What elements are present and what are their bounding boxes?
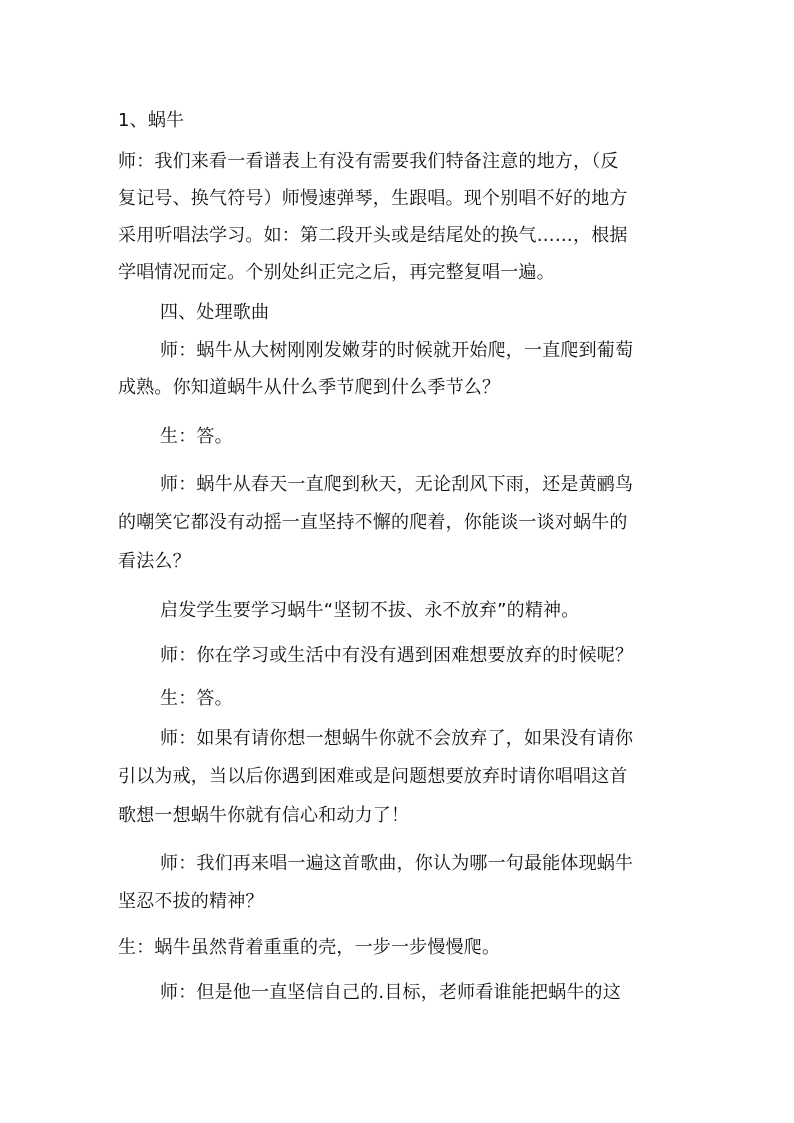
paragraph-line: 师：蜗牛从春天一直爬到秋天，无论刮风下雨，还是黄鹂鸟 — [160, 474, 634, 495]
paragraph-line: 启发学生要学习蜗牛“坚韧不拔、永不放弃”的精神。 — [160, 600, 580, 621]
paragraph-line: 坚忍不拔的精神？ — [118, 891, 264, 912]
paragraph-line: 歌想一想蜗牛你就有信心和动力了！ — [118, 805, 410, 826]
paragraph-line: 生：蜗牛虽然背着重重的壳，一步一步慢慢爬。 — [118, 937, 501, 958]
paragraph-line: 师：我们再来唱一遍这首歌曲，你认为哪一句最能体现蜗牛 — [160, 853, 634, 874]
paragraph-line: 师：但是他一直坚信自己的.目标，老师看谁能把蜗牛的这 — [160, 982, 621, 1003]
paragraph-line: 生：答。 — [160, 426, 233, 447]
paragraph-line: 生：答。 — [160, 688, 233, 709]
paragraph-line: 的嘲笑它都没有动摇一直坚持不懈的爬着，你能谈一谈对蜗牛的 — [118, 512, 628, 533]
paragraph-line: 成熟。你知道蜗牛从什么季节爬到什么季节么？ — [118, 377, 501, 398]
paragraph-line: 学唱情况而定。个别处纠正完之后，再完整复唱一遍。 — [118, 262, 555, 283]
paragraph-line: 师：我们来看一看谱表上有没有需要我们特备注意的地方，（反 — [118, 151, 619, 172]
section-heading: 1、蜗牛 — [118, 110, 185, 131]
paragraph-line: 师：你在学习或生活中有没有遇到困难想要放弃的时候呢？ — [160, 645, 634, 666]
paragraph-line: 看法么？ — [118, 551, 191, 572]
paragraph-line: 复记号、换气符号）师慢速弹琴，生跟唱。现个别唱不好的地方 — [118, 188, 628, 209]
paragraph-line: 师：如果有请你想一想蜗牛你就不会放弃了，如果没有请你 — [160, 728, 634, 749]
subsection-heading: 四、处理歌曲 — [160, 302, 270, 323]
paragraph-line: 采用听唱法学习。如：第二段开头或是结尾处的换气……，根据 — [118, 225, 628, 246]
paragraph-line: 师：蜗牛从大树刚刚发嫩芽的时候就开始爬，一直爬到葡萄 — [160, 340, 634, 361]
paragraph-line: 引以为戒，当以后你遇到困难或是问题想要放弃时请你唱唱这首 — [118, 766, 628, 787]
